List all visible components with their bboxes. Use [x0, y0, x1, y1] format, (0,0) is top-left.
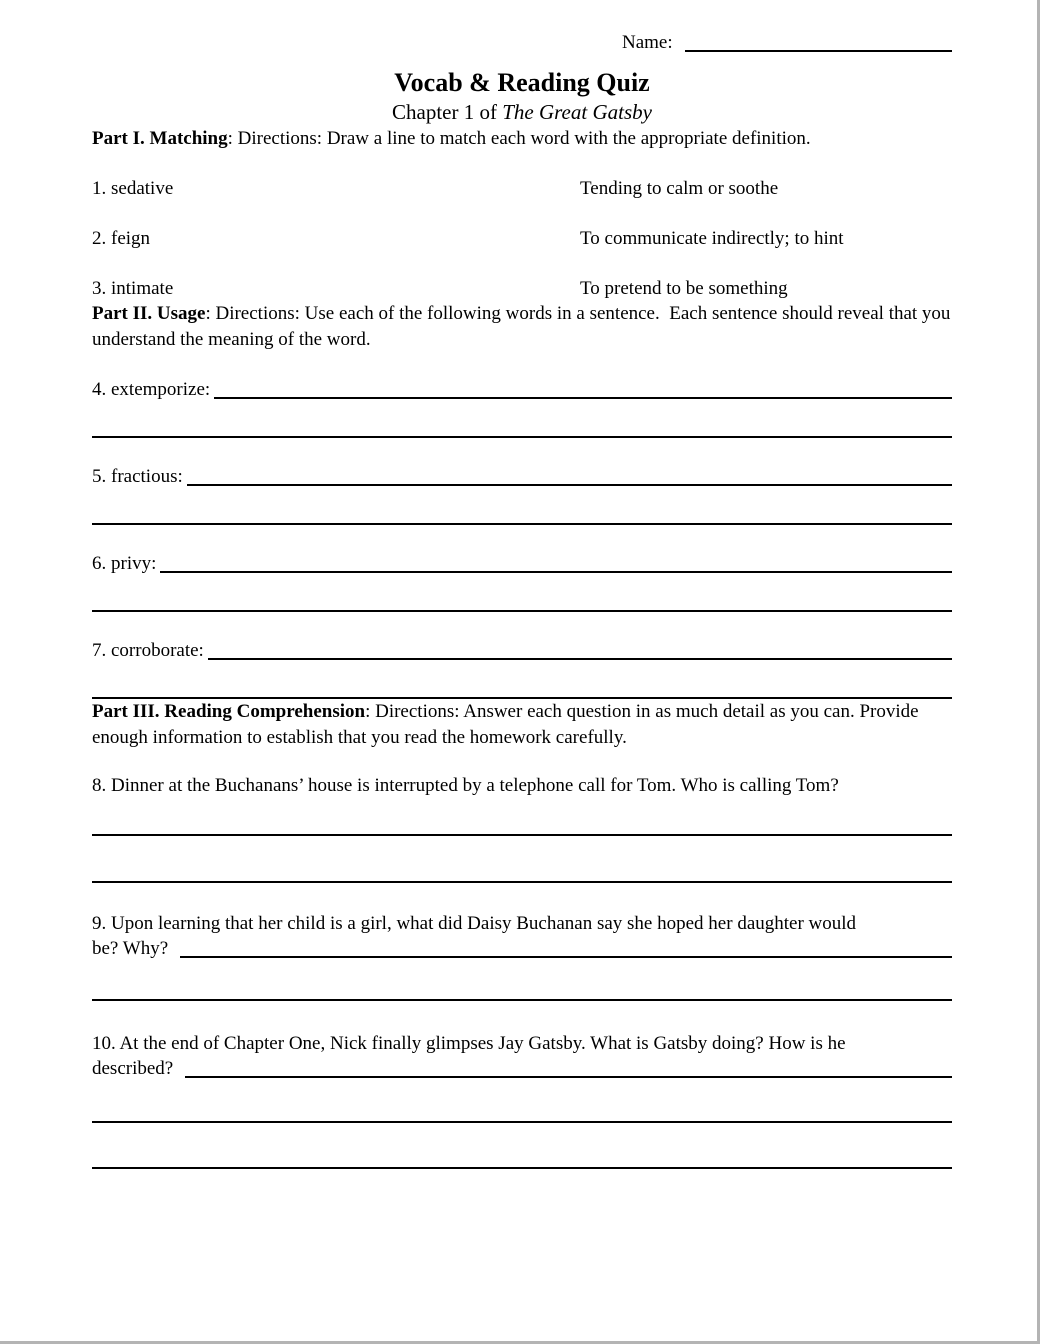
match-row-3 — [92, 276, 952, 301]
match-word: 2. feign — [92, 228, 151, 249]
subtitle-prefix: Chapter 1 of — [392, 100, 503, 124]
question-10-line1: 10. At the end of Chapter One, Nick finally glimpses Jay Gatsby. What is Gatsby doing? How is he — [92, 1033, 846, 1054]
match-word: 1. sedative — [92, 178, 174, 199]
question-10-tail: described? — [92, 1058, 174, 1079]
part1-directions — [92, 126, 952, 151]
usage-label: 6. privy: — [92, 553, 157, 574]
usage-blank-line — [187, 464, 952, 486]
answer-blank-line — [92, 1167, 952, 1169]
part2-heading: Part II. Usage — [92, 303, 206, 324]
part3-directions — [92, 699, 952, 751]
answer-blank-line — [92, 999, 952, 1001]
match-definition: Tending to calm or soothe — [580, 178, 779, 199]
answer-blank-line — [92, 610, 952, 612]
part1-directions-text: : Directions: Draw a line to match each word with the appropriate definition. — [227, 128, 811, 149]
question-9-line1: 9. Upon learning that her child is a girl, what did Daisy Buchanan say she hoped her daughter would — [92, 913, 857, 934]
usage-item-7 — [92, 638, 952, 663]
answer-blank-line — [92, 436, 952, 438]
name-label: Name: — [622, 32, 673, 53]
match-definition: To pretend to be something — [580, 278, 788, 299]
usage-item-5 — [92, 464, 952, 489]
part1-heading: Part I. Matching — [92, 128, 228, 149]
match-definition: To communicate indirectly; to hint — [580, 228, 844, 249]
part2-directions — [92, 301, 952, 353]
question-10-line2 — [92, 1056, 952, 1081]
usage-blank-line — [208, 638, 952, 660]
part2-directions-text: : Directions: Use each of the following words in a sentence. Each sentence should reveal that you understand the meaning of the word. — [92, 303, 951, 350]
answer-blank-line — [92, 1121, 952, 1123]
usage-label: 5. fractious: — [92, 466, 183, 487]
name-blank-line — [685, 30, 952, 52]
match-word: 3. intimate — [92, 278, 174, 299]
usage-blank-line — [160, 551, 952, 573]
match-row-2 — [92, 226, 952, 251]
usage-label: 4. extemporize: — [92, 379, 211, 400]
question-blank-line — [180, 936, 952, 958]
subtitle-book-title: The Great Gatsby — [502, 100, 652, 124]
question-blank-line — [185, 1056, 952, 1078]
match-row-1 — [92, 176, 952, 201]
usage-item-4 — [92, 377, 952, 402]
question-8: 8. Dinner at the Buchanans’ house is interrupted by a telephone call for Tom. Who is calling Tom? — [92, 775, 839, 796]
usage-item-6 — [92, 551, 952, 576]
answer-blank-line — [92, 834, 952, 836]
part3-directions-text: : Directions: Answer each question in as much detail as you can. Provide enough information to establish that you read the homework carefully. — [92, 701, 919, 748]
quiz-subtitle — [92, 99, 952, 126]
answer-blank-line — [92, 881, 952, 883]
question-9-tail: be? Why? — [92, 938, 169, 959]
name-row — [622, 30, 952, 55]
quiz-title: Vocab & Reading Quiz — [394, 68, 650, 97]
question-9-line2 — [92, 936, 952, 961]
usage-label: 7. corroborate: — [92, 640, 204, 661]
answer-blank-line — [92, 523, 952, 525]
usage-blank-line — [214, 377, 952, 399]
part3-heading: Part III. Reading Comprehension — [92, 701, 366, 722]
